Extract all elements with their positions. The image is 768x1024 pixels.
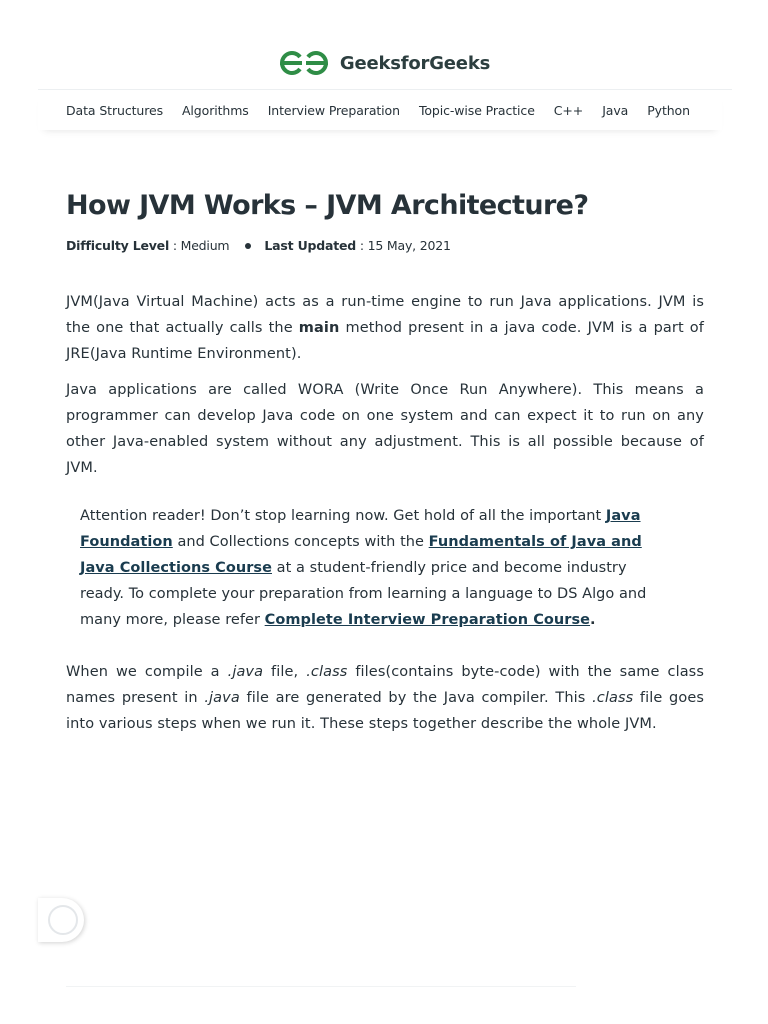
toggle-knob-icon bbox=[48, 905, 78, 935]
link-java-foundation[interactable]: Java Foundation bbox=[80, 508, 641, 550]
attention-callout bbox=[80, 503, 670, 633]
italic-text: .class bbox=[592, 690, 634, 706]
text: and Collections concepts with the bbox=[172, 534, 429, 550]
nav-item-interview-preparation[interactable]: Interview Preparation bbox=[267, 102, 400, 118]
text: files(contains byte-code) with the same class names present in bbox=[66, 664, 704, 706]
meta-colon: : bbox=[356, 238, 368, 253]
nav-item-java[interactable]: Java bbox=[602, 102, 629, 118]
link-java-collections-course[interactable]: Fundamentals of Java and Java Collections Course bbox=[80, 534, 642, 576]
text: Attention reader! Don’t stop learning now. Get hold of all the important bbox=[80, 508, 606, 524]
article-meta bbox=[66, 238, 704, 253]
article-title: How JVM Works – JVM Architecture? bbox=[66, 190, 589, 221]
logo-text: GeeksforGeeks bbox=[339, 52, 491, 74]
link-interview-preparation-course[interactable]: Complete Interview Preparation Course bbox=[264, 612, 591, 628]
nav-item-python[interactable]: Python bbox=[647, 102, 690, 118]
italic-text: .java bbox=[204, 690, 240, 706]
nav-item-cpp[interactable]: C++ bbox=[553, 102, 584, 118]
last-updated-label: Last Updated bbox=[264, 238, 357, 253]
article bbox=[66, 180, 704, 737]
meta-colon: : bbox=[169, 238, 181, 253]
gfg-logo-icon bbox=[278, 50, 330, 76]
text: file are generated by the Java compiler. This bbox=[239, 690, 593, 706]
header bbox=[0, 46, 768, 80]
text: . bbox=[590, 612, 596, 628]
difficulty-label: Difficulty Level bbox=[66, 238, 170, 253]
main-nav bbox=[38, 90, 722, 130]
italic-text: .class bbox=[306, 664, 348, 680]
text: at a student-friendly price and become industry ready. To complete your preparation from learning a language to DS Algo and many more, please refer bbox=[80, 560, 647, 628]
text: JVM(Java Virtual Machine) acts as a run-time engine to run Java applications. JVM is the one that actually calls the bbox=[66, 294, 704, 336]
difficulty-value[interactable]: Medium bbox=[180, 238, 230, 253]
nav-item-topic-wise-practice[interactable]: Topic-wise Practice bbox=[418, 102, 535, 118]
meta-separator-dot bbox=[245, 243, 251, 249]
paragraph-jvm-intro bbox=[66, 289, 704, 367]
bold-text-main: main bbox=[298, 320, 340, 336]
nav-item-algorithms[interactable]: Algorithms bbox=[181, 102, 249, 118]
nav-item-data-structures[interactable]: Data Structures bbox=[66, 102, 163, 118]
paragraph-compile bbox=[66, 659, 704, 737]
text: file, bbox=[263, 664, 307, 680]
text: file goes into various steps when we run it. These steps together describe the whole JVM. bbox=[66, 690, 704, 732]
theme-toggle-button[interactable] bbox=[38, 898, 84, 942]
text: method present in a java code. JVM is a part of JRE(Java Runtime Environment). bbox=[66, 320, 704, 362]
site-logo[interactable] bbox=[278, 50, 490, 76]
bottom-divider bbox=[66, 986, 576, 987]
paragraph-wora: Java applications are called WORA (Write Once Run Anywhere). This means a programmer can develop Java code on one system and can expect it to run on any other Java-enabled system without any adjustment. This is all possible because of JVM. bbox=[66, 382, 704, 476]
italic-text: .java bbox=[227, 664, 264, 680]
text: When we compile a bbox=[66, 664, 228, 680]
last-updated-value: 15 May, 2021 bbox=[367, 238, 451, 253]
